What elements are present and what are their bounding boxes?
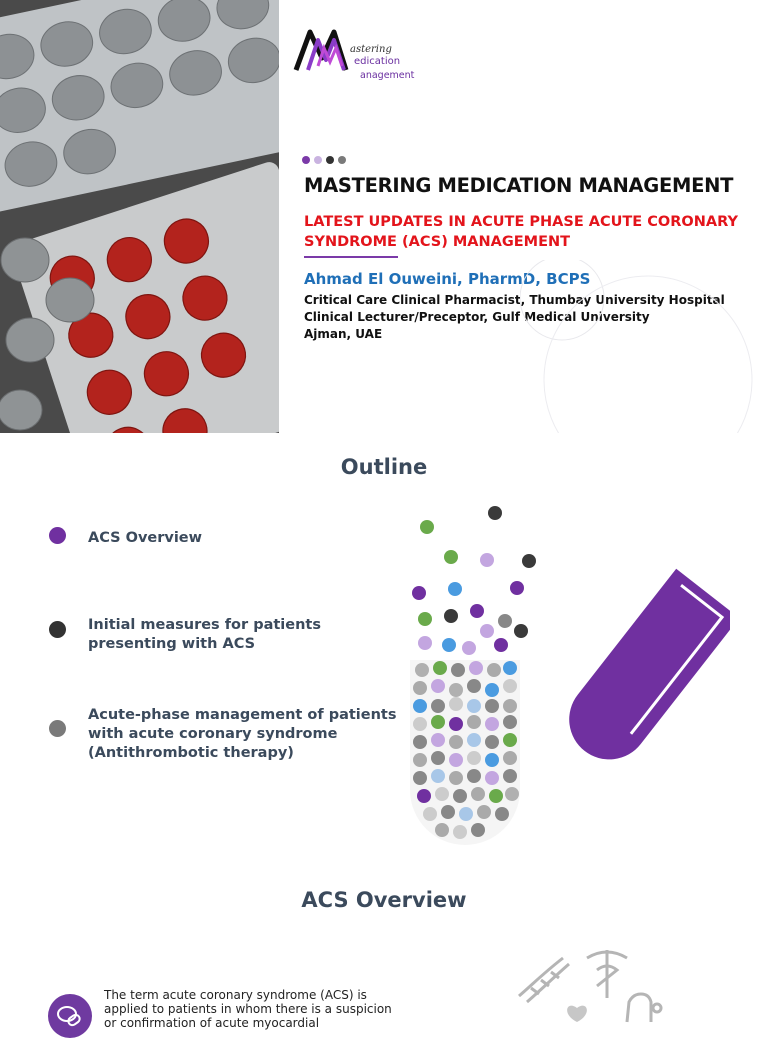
author-name: Ahmad El Ouweini, PharmD, BCPS: [304, 270, 591, 288]
outline-bullet-grey: [49, 720, 66, 737]
svg-text:edication: edication: [354, 56, 401, 67]
pills-photo: [0, 0, 279, 433]
dot-grey: [338, 156, 346, 164]
affiliation-line: Critical Care Clinical Pharmacist, Thumbay University Hospital: [304, 293, 725, 307]
acs-overview-text: The term acute coronary syndrome (ACS) is applied to patients in whom there is a suspicion or confirmation of acute myocardial: [104, 988, 392, 1030]
dot-purple: [302, 156, 310, 164]
outline-item-acs-overview: ACS Overview: [88, 530, 203, 546]
dna-icon: [519, 958, 569, 1002]
subtitle-divider: [304, 256, 398, 258]
outline-title: Outline: [340, 455, 428, 479]
outline-item-initial-measures: Initial measures for patients presenting with ACS: [88, 617, 321, 652]
caduceus-icon: [587, 950, 627, 998]
subtitle: LATEST UPDATES IN ACUTE PHASE ACUTE CORONARY SYNDROME (ACS) MANAGEMENT: [304, 214, 738, 250]
pill-bottle-icon: [48, 994, 92, 1038]
decorative-dots: [302, 156, 346, 164]
outline-bullet-dark: [49, 621, 66, 638]
affiliation-line: Ajman, UAE: [304, 327, 383, 341]
stethoscope-icon: [627, 994, 661, 1022]
capsule-illustration: [400, 500, 730, 845]
dot-dark: [326, 156, 334, 164]
heart-icon: [567, 1006, 587, 1022]
main-title: MASTERING MEDICATION MANAGEMENT: [304, 174, 734, 197]
dot-lavender: [314, 156, 322, 164]
affiliation-line: Clinical Lecturer/Preceptor, Gulf Medical University: [304, 310, 650, 324]
title-slide: [0, 0, 768, 433]
acs-overview-title: ACS Overview: [301, 888, 467, 912]
outline-item-acute-phase: Acute-phase management of patients with acute coronary syndrome (Antithrombotic therapy): [88, 707, 397, 761]
svg-text:astering: astering: [350, 44, 392, 55]
pill-icon: [48, 994, 92, 1038]
medical-icons: [505, 942, 675, 1024]
outline-bullet-purple: [49, 527, 66, 544]
mastering-medication-management-logo: [288, 20, 438, 84]
decorative-circles: [520, 260, 768, 433]
pill-dots: [412, 506, 536, 655]
svg-text:anagement: anagement: [360, 70, 415, 81]
